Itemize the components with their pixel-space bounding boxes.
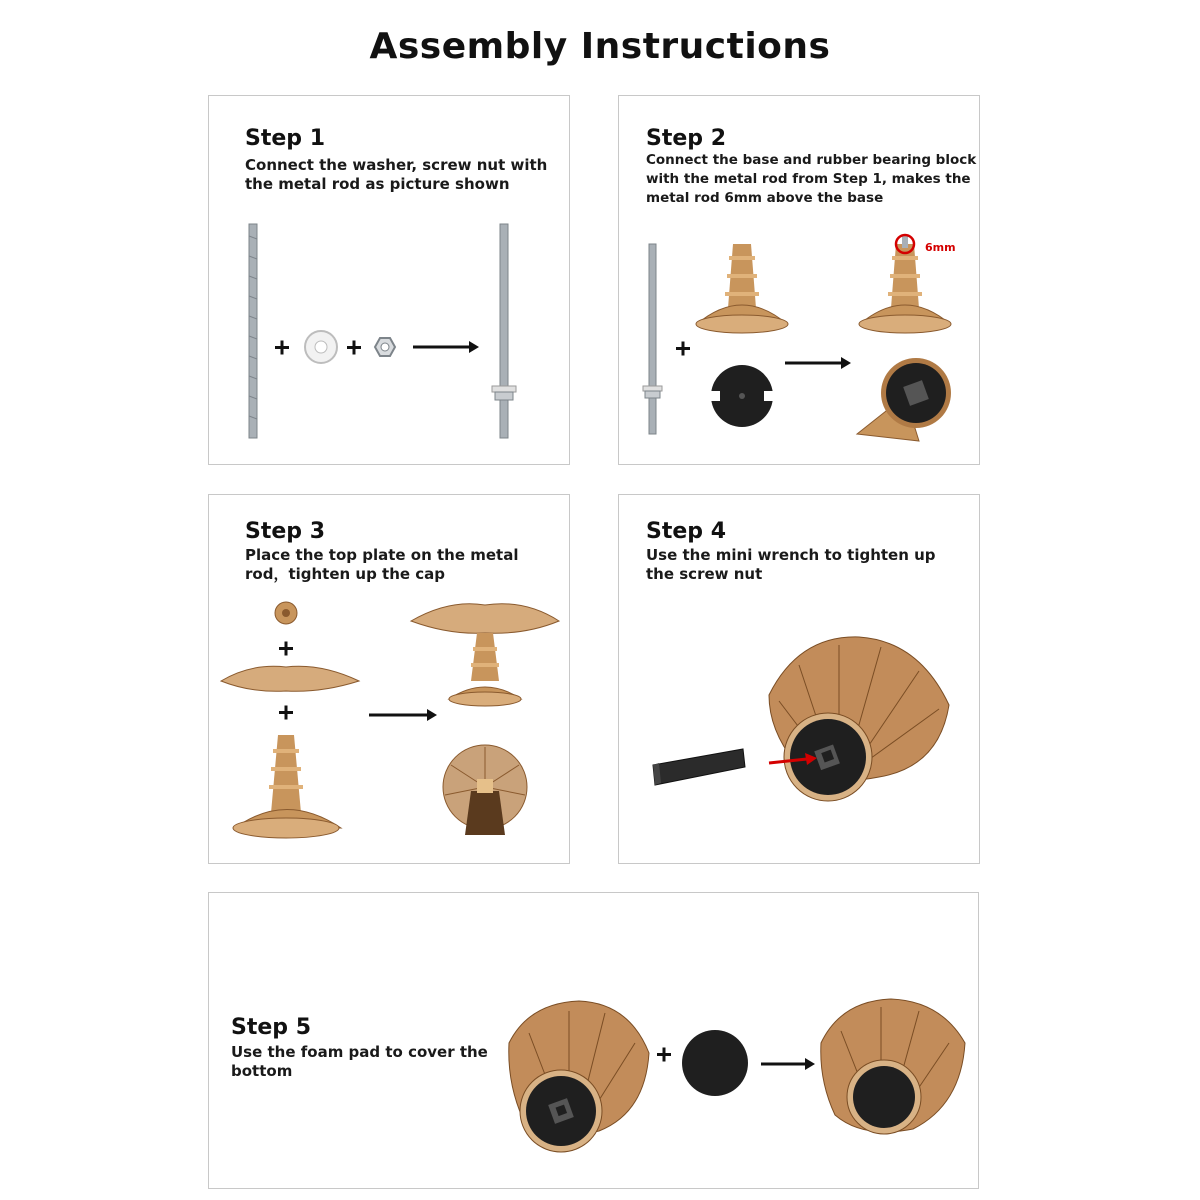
mini-wrench-icon (653, 749, 745, 785)
step-1-panel (208, 95, 570, 465)
washer-icon (305, 331, 337, 363)
step-3-title: Step 3 (245, 519, 325, 544)
hex-nut-icon (375, 338, 395, 356)
plus-icon (279, 642, 293, 656)
step-4-panel (618, 494, 980, 864)
step-5-illustration (209, 893, 979, 1189)
step-3-desc-line-2: rod，tighten up the cap (245, 565, 446, 583)
arrow-right-icon (413, 341, 479, 353)
step-4-illustration (619, 495, 980, 864)
step-2-panel (618, 95, 980, 465)
assembled-stand-icon (411, 604, 559, 706)
step-2-desc-line-3: metal rod 6mm above the base (646, 190, 884, 206)
rubber-bearing-block-icon (708, 365, 776, 427)
step-2-illustration (619, 96, 980, 465)
step-5-desc-line-1: Use the foam pad to cover the (231, 1043, 488, 1061)
step-5-panel (208, 892, 979, 1189)
arrow-right-icon (761, 1058, 815, 1070)
arrow-right-icon (785, 357, 851, 369)
step-1-desc-line-2: the metal rod as picture shown (245, 175, 510, 193)
step-1-desc-line-1: Connect the washer, screw nut with (245, 156, 548, 174)
step-2-title: Step 2 (646, 126, 726, 151)
step-5-desc-line-2: bottom (231, 1062, 293, 1080)
step-2-callout: 6mm (925, 241, 956, 254)
foam-pad-icon (682, 1030, 748, 1096)
top-plate-icon (221, 666, 359, 691)
step-3-illustration (209, 495, 570, 864)
metal-rod-icon (249, 224, 257, 438)
stand-bottom-uncovered-icon (509, 1001, 649, 1152)
arrow-right-icon (369, 709, 437, 721)
step-1-title: Step 1 (245, 126, 325, 151)
step-2-desc-line-2: with the metal rod from Step 1, makes the (646, 171, 971, 187)
plus-icon (347, 341, 361, 355)
step-3-panel (208, 494, 570, 864)
step-5-title: Step 5 (231, 1015, 311, 1040)
assembled-stand-underside-icon (443, 745, 527, 835)
assembled-base-bottom-icon (857, 358, 951, 441)
step-1-illustration (209, 96, 570, 465)
gold-base-icon (696, 244, 788, 333)
step-4-desc-line-1: Use the mini wrench to tighten up (646, 546, 936, 564)
gold-base-icon (233, 735, 341, 838)
plus-icon (275, 341, 289, 355)
step-4-title: Step 4 (646, 519, 726, 544)
cap-icon (275, 602, 297, 624)
step-2-desc-line-1: Connect the base and rubber bearing block (646, 152, 977, 168)
page-title: Assembly Instructions (369, 26, 831, 67)
assembled-rod-icon (492, 224, 516, 438)
plus-icon (657, 1048, 671, 1062)
plus-icon (676, 342, 690, 356)
rod-with-nut-icon (643, 244, 662, 434)
step-3-desc-line-1: Place the top plate on the metal (245, 546, 519, 564)
assembled-stand-bottom-icon (769, 637, 949, 801)
stand-bottom-covered-icon (821, 999, 965, 1134)
step-4-desc-line-2: the screw nut (646, 565, 763, 583)
plus-icon (279, 706, 293, 720)
